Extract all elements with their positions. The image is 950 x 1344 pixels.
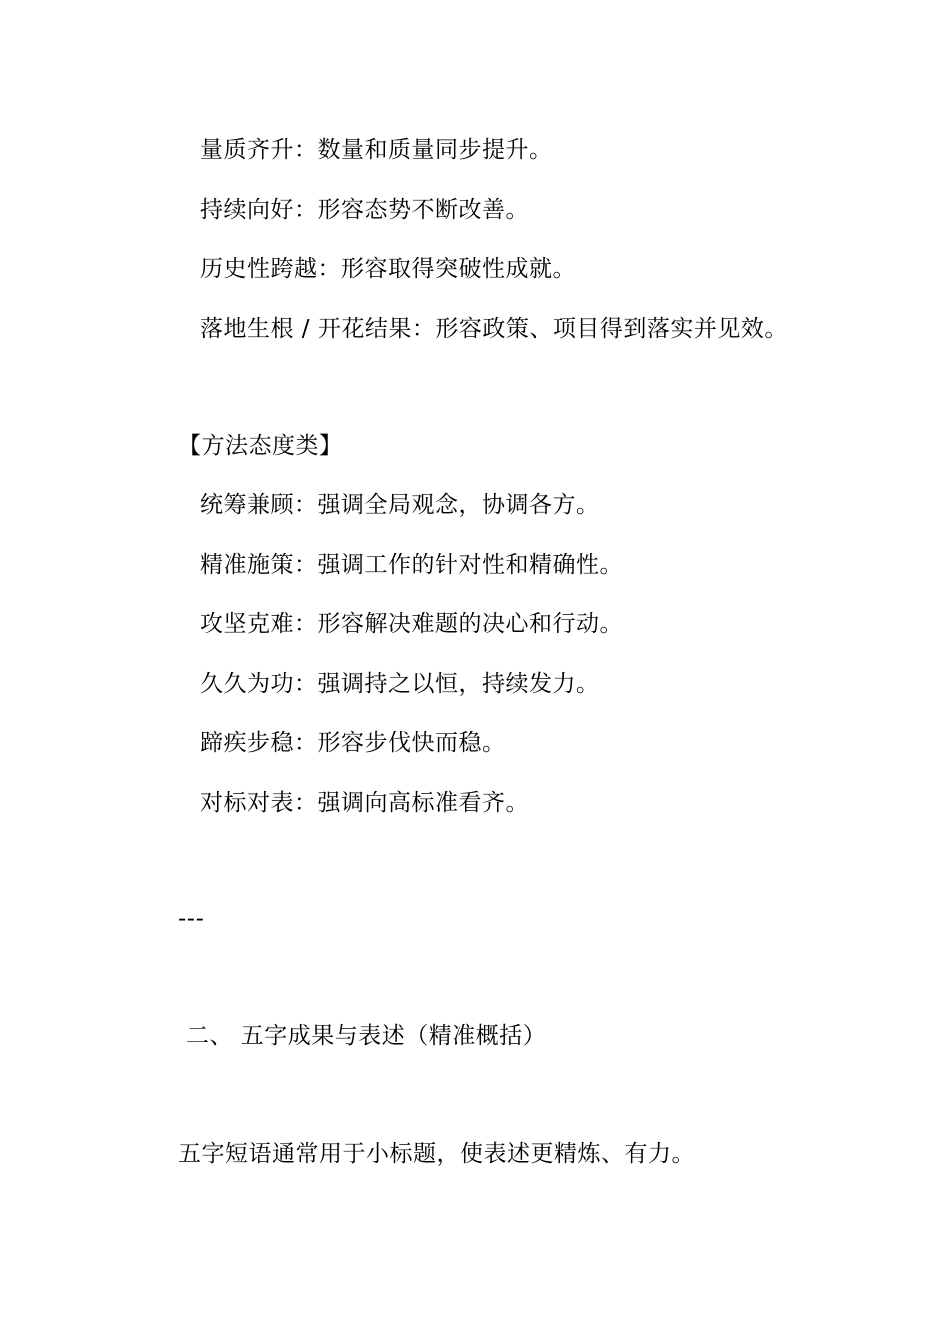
intro-paragraph: 五字短语通常用于小标题，使表述更精炼、有力。	[178, 1141, 695, 1167]
phrase-item: 统筹兼顾：强调全局观念，协调各方。	[200, 492, 600, 518]
section-heading: 二、 五字成果与表述（精准概括）	[186, 1023, 547, 1049]
phrase-item: 久久为功：强调持之以恒，持续发力。	[200, 671, 600, 697]
phrase-item: 蹄疾步稳：形容步伐快而稳。	[200, 730, 506, 756]
phrase-item: 持续向好：形容态势不断改善。	[200, 197, 529, 223]
phrase-item: 精准施策：强调工作的针对性和精确性。	[200, 552, 623, 578]
phrase-item: 落地生根 / 开花结果：形容政策、项目得到落实并见效。	[200, 316, 788, 342]
phrase-item: 量质齐升：数量和质量同步提升。	[200, 137, 553, 163]
divider-text: ---	[178, 906, 205, 932]
phrase-item: 历史性跨越：形容取得突破性成就。	[200, 256, 576, 282]
section-title-methods: 【方法态度类】	[178, 433, 343, 459]
phrase-item: 对标对表：强调向高标准看齐。	[200, 790, 529, 816]
phrase-item: 攻坚克难：形容解决难题的决心和行动。	[200, 611, 623, 637]
